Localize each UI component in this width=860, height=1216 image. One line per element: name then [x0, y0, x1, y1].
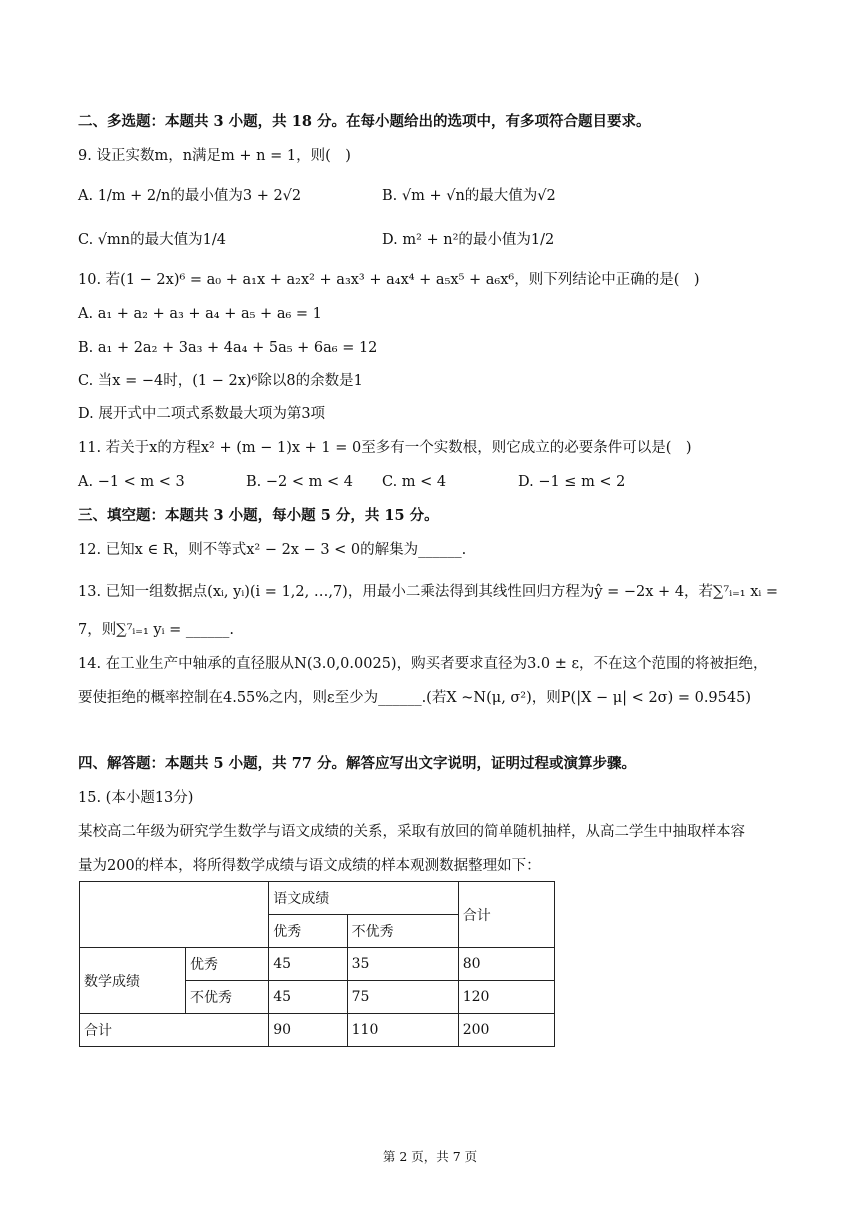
contingency-table	[79, 881, 555, 1047]
q13-line-1: 13. 已知一组数据点(xᵢ, yᵢ)(i = 1,2, …,7)，用最小二乘法得到其线性回归方程为ŷ = −2x + 4，若∑⁷ᵢ₌₁ xᵢ =	[78, 584, 779, 600]
table-cell: 200	[458, 1014, 554, 1047]
table-sublabel-not-excellent: 不优秀	[185, 981, 268, 1014]
q9-option-d: D. m² + n²的最小值为1/2	[382, 232, 555, 248]
q10-option-a: A. a₁ + a₂ + a₃ + a₄ + a₅ + a₆ = 1	[78, 306, 322, 322]
q9-stem: 9. 设正实数m，n满足m + n = 1，则( )	[78, 148, 351, 164]
table-header-not-excellent: 不优秀	[347, 915, 458, 948]
q11-stem: 11. 若关于x的方程x² + (m − 1)x + 1 = 0至多有一个实数根，则它成立的必要条件可以是( )	[78, 440, 692, 456]
q12-stem: 12. 已知x ∈ R，则不等式x² − 2x − 3 < 0的解集为______.	[78, 542, 467, 558]
q15-title: 15. (本小题13分)	[78, 790, 194, 806]
table-cell: 45	[269, 948, 347, 981]
table-cell: 110	[347, 1014, 458, 1047]
table-cell: 75	[347, 981, 458, 1014]
table-cell: 90	[269, 1014, 347, 1047]
q10-option-b: B. a₁ + 2a₂ + 3a₃ + 4a₄ + 5a₅ + 6a₆ = 12	[78, 340, 378, 356]
table-cell: 45	[269, 981, 347, 1014]
table-header-total: 合计	[458, 882, 554, 948]
q15-text-line-2: 量为200的样本，将所得数学成绩与语文成绩的样本观测数据整理如下：	[78, 858, 541, 874]
section-3-header: 三、填空题：本题共 3 小题，每小题 5 分，共 15 分。	[78, 507, 439, 524]
q14-line-2: 要使拒绝的概率控制在4.55%之内，则ε至少为______.(若X ~N(μ, σ²)，则P(|X − μ| < 2σ) = 0.9545)	[78, 690, 751, 706]
q9-option-a: A. 1/m + 2/n的最小值为3 + 2√2	[78, 188, 302, 204]
page-footer: 第 2 页，共 7 页	[382, 1149, 478, 1164]
section-2-header: 二、多选题：本题共 3 小题，共 18 分。在每小题给出的选项中，有多项符合题目要求。	[78, 113, 651, 130]
section-4-header: 四、解答题：本题共 5 小题，共 77 分。解答应写出文字说明，证明过程或演算步骤。	[78, 755, 636, 772]
q11-option-c: C. m < 4	[382, 474, 447, 490]
q9-option-b: B. √m + √n的最大值为√2	[382, 188, 556, 204]
q11-option-b: B. −2 < m < 4	[246, 474, 353, 490]
q9-option-c: C. √mn的最大值为1/4	[78, 232, 226, 248]
table-empty-corner	[80, 882, 269, 948]
table-header-chinese: 语文成绩	[269, 882, 458, 915]
table-row-label-total: 合计	[80, 1014, 269, 1047]
q10-stem: 10. 若(1 − 2x)⁶ = a₀ + a₁x + a₂x² + a₃x³ + a₄x⁴ + a₅x⁵ + a₆x⁶，则下列结论中正确的是( )	[78, 272, 700, 288]
table-cell: 35	[347, 948, 458, 981]
table-header-excellent: 优秀	[269, 915, 347, 948]
q10-option-c: C. 当x = −4时，(1 − 2x)⁶除以8的余数是1	[78, 373, 363, 389]
q15-text-line-1: 某校高二年级为研究学生数学与语文成绩的关系，采取有放回的简单随机抽样，从高二学生中抽取样本容	[78, 824, 745, 840]
q11-option-d: D. −1 ≤ m < 2	[518, 474, 626, 490]
table-cell: 80	[458, 948, 554, 981]
q10-option-d: D. 展开式中二项式系数最大项为第3项	[78, 406, 326, 422]
q11-option-a: A. −1 < m < 3	[78, 474, 185, 490]
q14-line-1: 14. 在工业生产中轴承的直径服从N(3.0,0.0025)，购买者要求直径为3.0 ± ε，不在这个范围的将被拒绝，	[78, 656, 768, 672]
table-cell: 120	[458, 981, 554, 1014]
table-row-label-math: 数学成绩	[80, 948, 186, 1014]
q13-line-2: 7，则∑⁷ᵢ₌₁ yᵢ = ______.	[78, 622, 234, 638]
table-sublabel-excellent: 优秀	[185, 948, 268, 981]
